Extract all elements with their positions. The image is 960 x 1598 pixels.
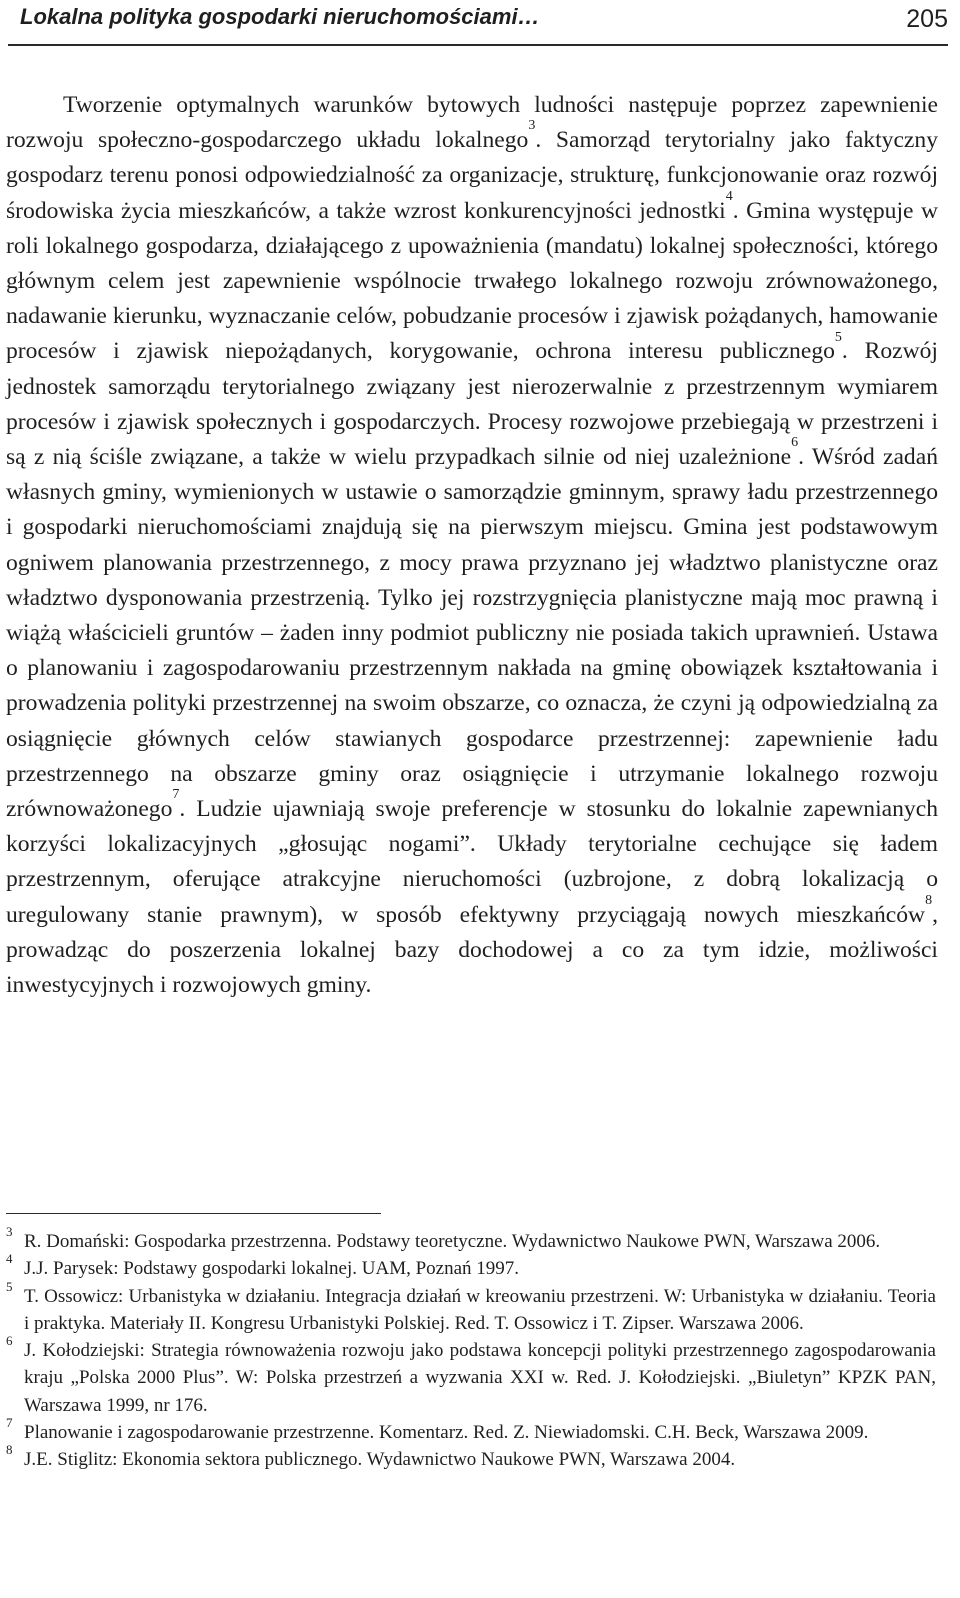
footnote-text: J.J. Parysek: Podstawy gospodarki lokalnej. UAM, Poznań 1997. (24, 1258, 520, 1280)
page-number: 205 (906, 5, 948, 33)
footnote-number: 3 (6, 1224, 13, 1239)
footnote-text: J. Kołodziejski: Strategia równoważenia rozwoju jako podstawa koncepcji polityki przestrzennego zagospodarowania kraju „Polska 2000 Plus”. W: Polska przestrzeń a wyzwania XXI w. Red. J. Kołodziejski. „Biuletyn” KPZK PAN, Warszawa 1999, nr 176. (24, 1340, 936, 1416)
footnote (6, 1224, 936, 1255)
body-text (6, 88, 938, 1003)
page-header (8, 0, 948, 46)
paragraph (6, 88, 938, 1003)
running-title: Lokalna polityka gospodarki nieruchomościami… (20, 4, 540, 29)
footnote-number: 8 (6, 1442, 13, 1458)
footnote-number: 4 (6, 1251, 13, 1267)
footnote-text: T. Ossowicz: Urbanistyka w działaniu. Integracja działań w kreowaniu przestrzeni. W: Urbanistyka w działaniu. Teoria i praktyka. Materiały II. Kongresu Urbanistyki Polskiej. Red. T. Ossowicz i T. Zipser. Warszawa 2006. (24, 1285, 936, 1334)
footnote-number: 7 (6, 1415, 13, 1431)
footnote-text: J.E. Stiglitz: Ekonomia sektora publicznego. Wydawnictwo Naukowe PWN, Warszawa 2004. (24, 1449, 736, 1471)
footnote-text: R. Domański: Gospodarka przestrzenna. Podstawy teoretyczne. Wydawnictwo Naukowe PWN, Warszawa 2006. (24, 1231, 881, 1252)
footnote-ref-4: 4 (725, 188, 733, 204)
footnote-ref-7: 7 (172, 787, 180, 803)
text-segment: . Rozwój jednostek samorządu terytorialnego związany jest nierozerwalnie z przestrzennym wymiarem procesów i zjawisk społecznych i gospodarczych. Procesy rozwojowe przebiegają w przestrzeni i są z nią ściśle związane, a także w wielu przypadkach silnie od niej uzależnione (6, 338, 938, 471)
text-segment: . Samorząd terytorialny jako faktyczny gospodarz terenu ponosi odpowiedzialność za organizacje, strukturę, funkcjonowanie oraz rozwój środowiska życia mieszkańców, a także wzrost konkurencyjności jednostki (6, 127, 938, 224)
footnote (6, 1415, 936, 1446)
footnote (6, 1333, 936, 1419)
footnotes (6, 1224, 936, 1474)
footnote (6, 1278, 936, 1338)
text-segment: Tworzenie optymalnych warunków bytowych ludności następuje poprzez zapewnienie rozwoju społeczno-gospodarczego układu lokalnego (6, 92, 938, 154)
header-rule (8, 44, 948, 46)
footnote-text: Planowanie i zagospodarowanie przestrzenne. Komentarz. Red. Z. Niewiadomski. C.H. Beck, Warszawa 2009. (24, 1422, 869, 1444)
footnote-separator (6, 1213, 381, 1214)
footnote-ref-6: 6 (791, 435, 799, 451)
text-segment: . Ludzie ujawniają swoje preferencje w stosunku do lokalnie zapewnianych korzyści lokalizacyjnych „głosując nogami”. Układy terytorialne cechujące się ładem przestrzennym, oferujące atrakcyjne nieruchomości (uzbrojone, z dobrą lokalizacją o uregulowany stanie prawnym), w sposób efektywny przyciągają nowych mieszkańców (6, 796, 938, 928)
footnote-ref-8: 8 (925, 892, 933, 908)
footnote-number: 6 (6, 1333, 13, 1349)
footnote-number: 5 (6, 1278, 13, 1294)
footnote (6, 1442, 936, 1473)
footnote-ref-5: 5 (834, 329, 842, 345)
footnote (6, 1251, 936, 1282)
text-segment: . Gmina występuje w roli lokalnego gospodarza, działającego z upoważnienia (mandatu) lokalnej społeczności, którego głównym celem jest zapewnienie wspólnocie trwałego lokalnego rozwoju zrównoważonego, nadawanie kierunku, wyznaczanie celów, pobudzanie procesów i zjawisk pożądanych, hamowanie procesów i zjawisk niepożądanych, korygowanie, ochrona interesu publicznego (6, 197, 938, 365)
text-segment: , prowadząc do poszerzenia lokalnej bazy dochodowej a co za tym idzie, możliwości inwestycyjnych i rozwojowych gminy. (6, 901, 938, 999)
footnote-ref-3: 3 (528, 118, 536, 134)
text-segment: . Wśród zadań własnych gminy, wymienionych w ustawie o samorządzie gminnym, sprawy ładu przestrzennego i gospodarki nieruchomościami znajdują się na pierwszym miejscu. Gmina jest podstawowym ogniwem planowania przestrzennego, z mocy prawa przyznano jej władztwo planistyczne oraz władztwo dysponowania przestrzenią. Tylko jej rozstrzygnięcia planistyczne mają moc prawną i wiążą właścicieli gruntów – żaden inny podmiot publiczny nie posiada takich uprawnień. Ustawa o planowaniu i zagospodarowaniu przestrzennym nakłada na gminę obowiązek kształtowania i prowadzenia polityki przestrzennej na swoim obszarze, co oznacza, że czyni ją odpowiedzialną za osiągnięcie głównych celów stawianych gospodarce przestrzennej: zapewnienie ładu przestrzennego na obszarze gminy oraz osiągnięcie i utrzymanie lokalnego rozwoju zrównoważonego (6, 444, 938, 823)
